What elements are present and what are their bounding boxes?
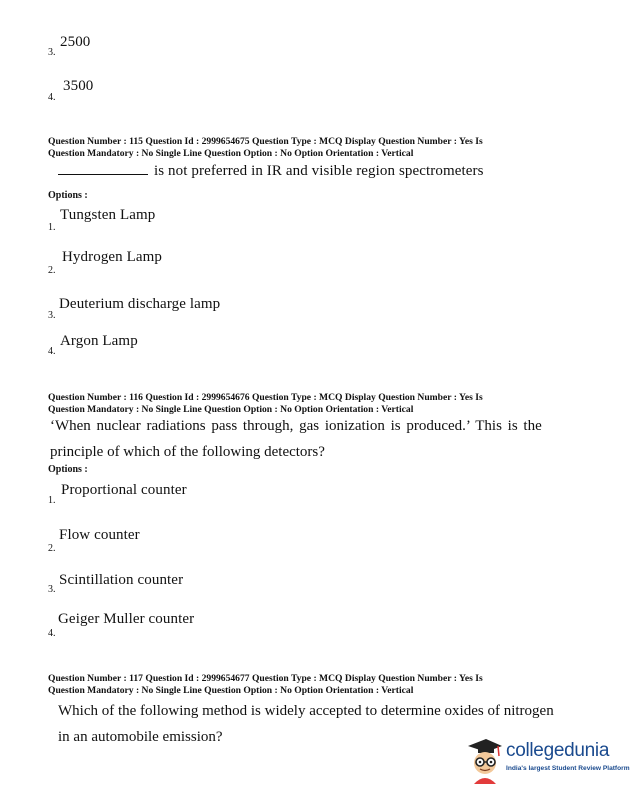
q115-option-4-text: Argon Lamp — [60, 333, 138, 349]
q115-meta-line1: Question Number : 115 Question Id : 2999654675 Question Type : MCQ Display Question Number : Yes Is — [48, 136, 483, 147]
q117-question-line2: in an automobile emission? — [58, 729, 223, 745]
q116-option-1-number: 1. — [48, 495, 56, 506]
q116-meta-line2: Question Mandatory : No Single Line Question Option : No Option Orientation : Vertical — [48, 404, 414, 415]
q115-meta-line2: Question Mandatory : No Single Line Question Option : No Option Orientation : Vertical — [48, 148, 414, 159]
q115-option-3-text: Deuterium discharge lamp — [59, 296, 221, 312]
q115-option-2-text: Hydrogen Lamp — [62, 249, 163, 265]
prev-option-3-text: 2500 — [60, 34, 91, 50]
q115-blank — [58, 163, 148, 175]
prev-option-4-number: 4. — [48, 92, 56, 103]
q116-options-label: Options : — [48, 464, 88, 475]
q115-option-3-number: 3. — [48, 310, 56, 321]
q117-question-line1: Which of the following method is widely accepted to determine oxides of nitrogen — [58, 703, 554, 719]
q116-option-3-text: Scintillation counter — [59, 572, 184, 588]
q116-option-2-text: Flow counter — [59, 527, 140, 543]
q115-options-label: Options : — [48, 190, 88, 201]
brand-tagline: India's largest Student Review Platform — [506, 765, 630, 772]
q116-question-line2: principle of which of the following detectors? — [50, 444, 325, 460]
prev-option-4-text: 3500 — [63, 78, 94, 94]
q116-option-4-number: 4. — [48, 628, 56, 639]
q116-option-3-number: 3. — [48, 584, 56, 595]
q115-option-1-number: 1. — [48, 222, 56, 233]
q116-question — [50, 413, 550, 465]
prev-option-3-number: 3. — [48, 47, 56, 58]
q117-meta-line1: Question Number : 117 Question Id : 2999654677 Question Type : MCQ Display Question Number : Yes Is — [48, 673, 483, 684]
brand-name: collegedunia — [506, 740, 610, 761]
q116-meta-line1: Question Number : 116 Question Id : 2999654676 Question Type : MCQ Display Question Number : Yes Is — [48, 392, 483, 403]
q116-question-line1: ‘When nuclear radiations pass through, gas ionization is produced.’ This is the — [50, 418, 542, 434]
q116-option-2-number: 2. — [48, 543, 56, 554]
q116-option-4-text: Geiger Muller counter — [58, 611, 195, 627]
collegedunia-watermark — [462, 736, 630, 788]
q115-meta — [48, 136, 568, 160]
q115-question — [58, 163, 538, 179]
q115-option-2-number: 2. — [48, 265, 56, 276]
q117-meta — [48, 673, 568, 697]
q117-meta-line2: Question Mandatory : No Single Line Question Option : No Option Orientation : Vertical — [48, 685, 414, 696]
q115-option-4-number: 4. — [48, 346, 56, 357]
mascot-icon — [464, 736, 504, 786]
q115-question-text: is not preferred in IR and visible region spectrometers — [154, 163, 484, 179]
q116-option-1-text: Proportional counter — [61, 482, 187, 498]
q115-option-1-text: Tungsten Lamp — [60, 207, 156, 223]
